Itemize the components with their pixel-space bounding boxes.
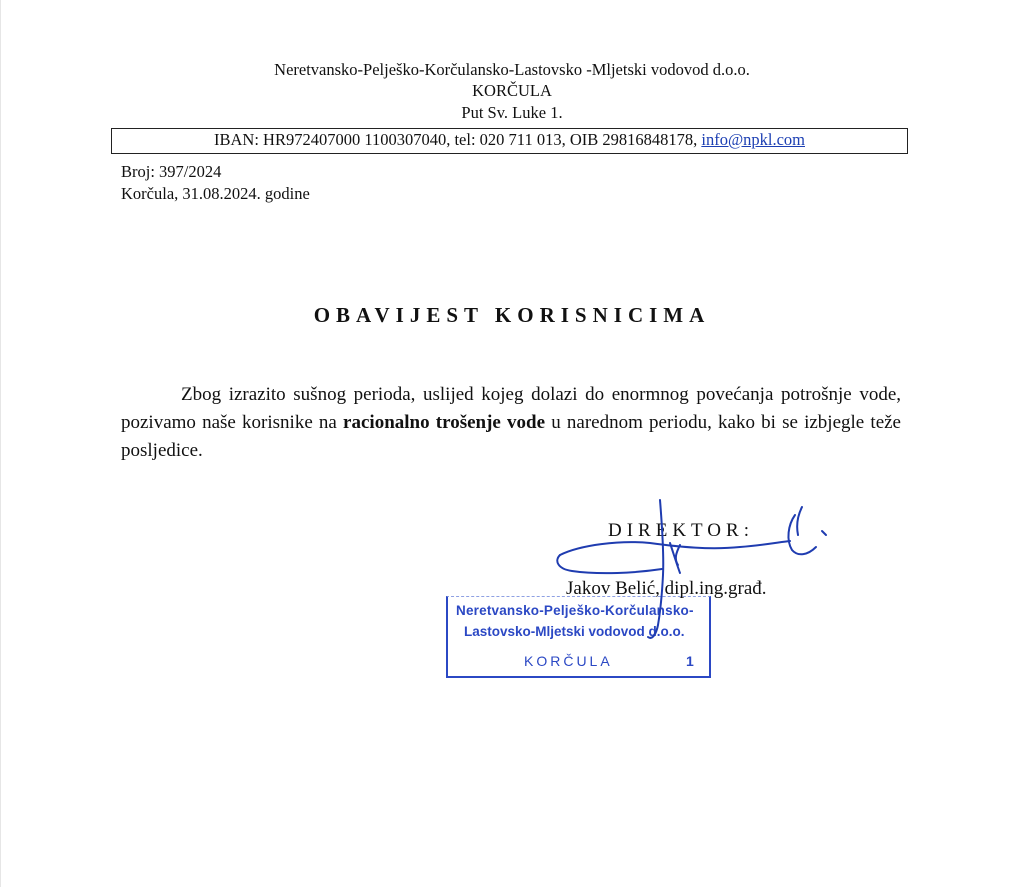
stamp-number: 1 — [686, 653, 694, 669]
stamp-city: KORČULA — [524, 653, 613, 669]
contact-box — [111, 128, 908, 154]
company-street: Put Sv. Luke 1. — [461, 103, 563, 122]
reference-number: Broj: 397/2024 — [121, 162, 222, 181]
director-title: DIREKTOR: — [608, 520, 754, 541]
company-name: Neretvansko-Pelješko-Korčulansko-Lastovsko -Mljetski vodovod d.o.o. — [274, 60, 750, 79]
notice-title: OBAVIJEST KORISNICIMA — [313, 303, 711, 327]
notice-text-emphasis: racionalno trošenje vode — [343, 412, 546, 433]
reference-date: Korčula, 31.08.2024. godine — [121, 184, 310, 203]
stamp-line-1: Neretvansko-Pelješko-Korčulansko- — [456, 603, 694, 618]
email-link[interactable]: info@npkl.com — [701, 130, 805, 149]
company-city: KORČULA — [472, 81, 552, 100]
handwritten-signature — [540, 495, 840, 645]
director-name: Jakov Belić, dipl.ing.građ. — [566, 578, 767, 599]
notice-text-end: u narednom periodu, kako bi se izbjegle teže posljedice. — [121, 412, 901, 461]
notice-body — [121, 381, 901, 465]
contact-line: IBAN: HR972407000 1100307040, tel: 020 711 013, OIB 29816848178, — [214, 130, 702, 149]
page-edge — [0, 0, 1, 887]
stamp-line-2: Lastovsko-Mljetski vodovod d.o.o. — [464, 624, 685, 639]
notice-text-start: Zbog izrazito sušnog perioda, uslijed kojeg dolazi do enormnog povećanja potrošnje vode, pozivamo naše korisnike na — [121, 384, 901, 433]
